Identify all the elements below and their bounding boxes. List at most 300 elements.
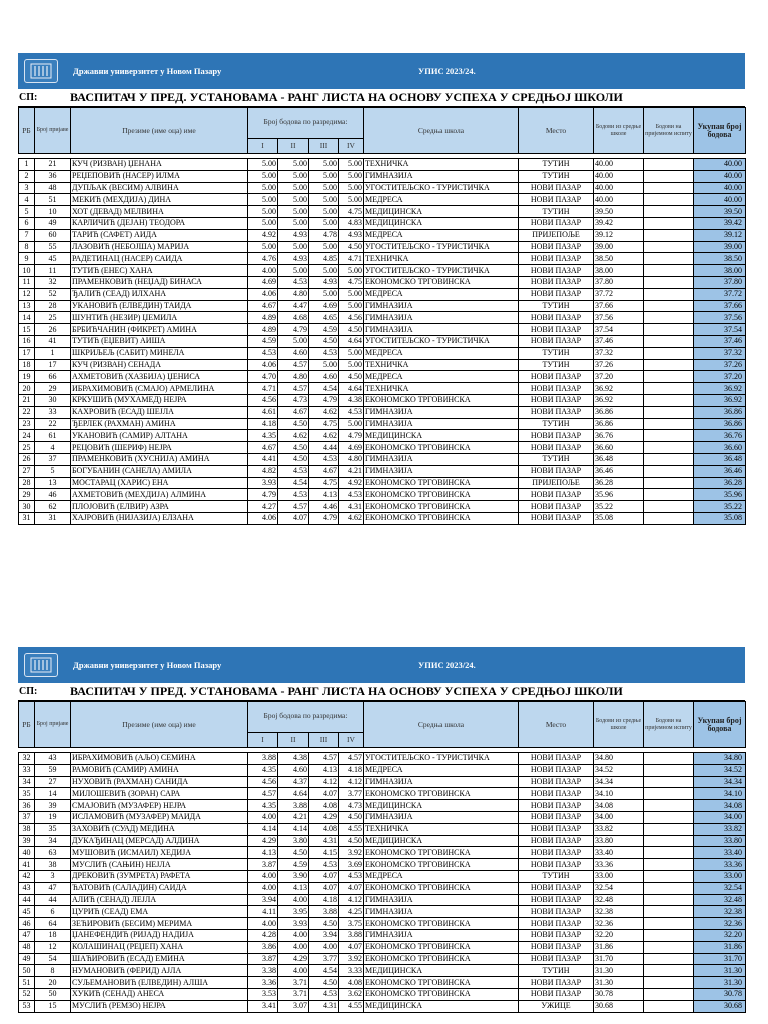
cell-grade-4: 3.77 bbox=[339, 788, 364, 800]
cell-name: ШКРИЉЕЉ (САБИТ) МИНЕЛА bbox=[71, 347, 248, 359]
cell-exam-points bbox=[644, 941, 694, 953]
cell-school: ГИМНАЗИЈА bbox=[364, 418, 519, 430]
table-row bbox=[19, 788, 746, 800]
cell-school: ГИМНАЗИЈА bbox=[364, 300, 519, 312]
cell-rank: 45 bbox=[19, 906, 35, 918]
cell-place: НОВИ ПАЗАР bbox=[519, 929, 594, 941]
cell-grade-2: 4.62 bbox=[278, 430, 309, 442]
cell-name: МУСЛИЋ (РЕМЗО) НЕЈРА bbox=[71, 1000, 248, 1012]
cell-grade-3: 5.00 bbox=[309, 288, 339, 300]
cell-grade-1: 3.41 bbox=[248, 1000, 278, 1012]
cell-grade-1: 4.56 bbox=[248, 776, 278, 788]
table-row bbox=[19, 288, 746, 300]
cell-place: НОВИ ПАЗАР bbox=[519, 764, 594, 776]
cell-total: 40.00 bbox=[694, 194, 746, 206]
cell-app-no: 34 bbox=[35, 835, 71, 847]
cell-grade-4: 4.53 bbox=[339, 406, 364, 418]
cell-rank: 24 bbox=[19, 430, 35, 442]
cell-grade-1: 4.00 bbox=[248, 882, 278, 894]
cell-grade-4: 4.57 bbox=[339, 753, 364, 765]
cell-grade-1: 5.00 bbox=[248, 194, 278, 206]
cell-exam-points bbox=[644, 371, 694, 383]
cell-grade-2: 4.53 bbox=[278, 489, 309, 501]
col-hs-points: Бодови из средње школе bbox=[594, 108, 644, 154]
cell-grade-3: 4.67 bbox=[309, 465, 339, 477]
cell-place: НОВИ ПАЗАР bbox=[519, 776, 594, 788]
enrollment-year: УПИС 2023/24. bbox=[418, 66, 476, 76]
cell-app-no: 31 bbox=[35, 512, 71, 524]
cell-school: УГОСТИТЕЉСКО - ТУРИСТИЧКА bbox=[364, 335, 519, 347]
cell-grade-3: 5.00 bbox=[309, 265, 339, 277]
cell-grade-2: 4.53 bbox=[278, 465, 309, 477]
cell-app-no: 36 bbox=[35, 170, 71, 182]
cell-grade-2: 3.80 bbox=[278, 835, 309, 847]
cell-exam-points bbox=[644, 217, 694, 229]
cell-exam-points bbox=[644, 800, 694, 812]
cell-grade-2: 4.00 bbox=[278, 965, 309, 977]
cell-name: ШАЋИРОВИЋ (ЕСАД) ЕМИНА bbox=[71, 953, 248, 965]
cell-place: НОВИ ПАЗАР bbox=[519, 406, 594, 418]
cell-hs-points: 37.80 bbox=[594, 276, 644, 288]
table-row bbox=[19, 194, 746, 206]
header-banner bbox=[18, 53, 745, 89]
cell-app-no: 6 bbox=[35, 906, 71, 918]
cell-hs-points: 36.48 bbox=[594, 453, 644, 465]
cell-total: 33.80 bbox=[694, 835, 746, 847]
cell-place: ТУТИН bbox=[519, 453, 594, 465]
cell-total: 38.50 bbox=[694, 253, 746, 265]
cell-hs-points: 37.46 bbox=[594, 335, 644, 347]
ranking-table bbox=[18, 701, 746, 1013]
cell-rank: 28 bbox=[19, 477, 35, 489]
cell-grade-4: 4.50 bbox=[339, 241, 364, 253]
table-row bbox=[19, 442, 746, 454]
cell-grade-1: 3.86 bbox=[248, 941, 278, 953]
cell-grade-2: 4.93 bbox=[278, 253, 309, 265]
cell-place: НОВИ ПАЗАР bbox=[519, 753, 594, 765]
cell-hs-points: 36.92 bbox=[594, 383, 644, 395]
cell-name: ХОТ (ДЕВАД) МЕЛВИНА bbox=[71, 206, 248, 218]
cell-rank: 29 bbox=[19, 489, 35, 501]
cell-place: ТУТИН bbox=[519, 170, 594, 182]
cell-school: ЕКОНОМСКО ТРГОВИНСКА bbox=[364, 847, 519, 859]
cell-exam-points bbox=[644, 929, 694, 941]
cell-grade-4: 4.80 bbox=[339, 453, 364, 465]
cell-name: ПРАМЕНКОВИЋ (НЕЏАД) БИНАСА bbox=[71, 276, 248, 288]
table-row bbox=[19, 383, 746, 395]
cell-hs-points: 38.50 bbox=[594, 253, 644, 265]
cell-hs-points: 34.80 bbox=[594, 753, 644, 765]
cell-grade-4: 3.88 bbox=[339, 929, 364, 941]
cell-school: ГИМНАЗИЈА bbox=[364, 894, 519, 906]
cell-grade-2: 4.29 bbox=[278, 953, 309, 965]
page-title: ВАСПИТАЧ У ПРЕД. УСТАНОВАМА - РАНГ ЛИСТА НА ОСНОВУ УСПЕХА У СРЕДЊОЈ ШКОЛИ bbox=[70, 90, 623, 104]
cell-grade-4: 3.33 bbox=[339, 965, 364, 977]
cell-rank: 4 bbox=[19, 194, 35, 206]
cell-app-no: 30 bbox=[35, 394, 71, 406]
cell-exam-points bbox=[644, 194, 694, 206]
cell-grade-4: 4.73 bbox=[339, 800, 364, 812]
cell-place: НОВИ ПАЗАР bbox=[519, 918, 594, 930]
cell-grade-2: 4.50 bbox=[278, 847, 309, 859]
cell-total: 36.48 bbox=[694, 453, 746, 465]
cell-grade-4: 4.55 bbox=[339, 823, 364, 835]
cell-grade-1: 5.00 bbox=[248, 182, 278, 194]
cell-grade-4: 5.00 bbox=[339, 159, 364, 171]
cell-grade-1: 4.06 bbox=[248, 288, 278, 300]
table-row bbox=[19, 894, 746, 906]
cell-name: ЂЕРЛЕК (РАХМАН) АМИНА bbox=[71, 418, 248, 430]
cell-app-no: 18 bbox=[35, 929, 71, 941]
cell-name: БОГУБАНИН (САНЕЛА) АМИЛА bbox=[71, 465, 248, 477]
cell-name: ИБРАХИМОВИЋ (СМАЈО) АРМЕЛИНА bbox=[71, 383, 248, 395]
cell-grade-4: 4.79 bbox=[339, 430, 364, 442]
cell-school: МЕДРЕСА bbox=[364, 764, 519, 776]
cell-hs-points: 34.10 bbox=[594, 788, 644, 800]
cell-total: 32.48 bbox=[694, 894, 746, 906]
cell-grade-3: 4.18 bbox=[309, 894, 339, 906]
cell-school: ГИМНАЗИЈА bbox=[364, 312, 519, 324]
cell-grade-4: 4.83 bbox=[339, 217, 364, 229]
cell-grade-2: 4.14 bbox=[278, 823, 309, 835]
cell-place: НОВИ ПАЗАР bbox=[519, 941, 594, 953]
cell-school: ГИМНАЗИЈА bbox=[364, 811, 519, 823]
cell-total: 31.30 bbox=[694, 965, 746, 977]
cell-name: ИБРАХИМОВИЋ (АЉО) СЕМИНА bbox=[71, 753, 248, 765]
cell-grade-3: 4.07 bbox=[309, 788, 339, 800]
cell-app-no: 20 bbox=[35, 977, 71, 989]
cell-name: РЕЏЕПОВИЋ (НАСЕР) ИЛМА bbox=[71, 170, 248, 182]
cell-name: ЛАЗОВИЋ (НЕБОЈША) МАРИЈА bbox=[71, 241, 248, 253]
table-row bbox=[19, 977, 746, 989]
cell-grade-1: 4.29 bbox=[248, 835, 278, 847]
cell-grade-2: 3.95 bbox=[278, 906, 309, 918]
cell-rank: 14 bbox=[19, 312, 35, 324]
cell-grade-4: 5.00 bbox=[339, 182, 364, 194]
cell-exam-points bbox=[644, 776, 694, 788]
cell-school: ЕКОНОМСКО ТРГОВИНСКА bbox=[364, 501, 519, 513]
cell-grade-2: 5.00 bbox=[278, 206, 309, 218]
cell-grade-2: 4.57 bbox=[278, 383, 309, 395]
cell-total: 31.30 bbox=[694, 977, 746, 989]
cell-grade-1: 4.11 bbox=[248, 906, 278, 918]
cell-grade-4: 4.25 bbox=[339, 906, 364, 918]
cell-grade-1: 3.87 bbox=[248, 859, 278, 871]
cell-grade-3: 4.85 bbox=[309, 253, 339, 265]
col-grade-points: Број бодова по разредима: bbox=[248, 108, 364, 139]
cell-rank: 40 bbox=[19, 847, 35, 859]
cell-school: ЕКОНОМСКО ТРГОВИНСКА bbox=[364, 512, 519, 524]
cell-rank: 53 bbox=[19, 1000, 35, 1012]
cell-grade-2: 5.00 bbox=[278, 159, 309, 171]
cell-school: ГИМНАЗИЈА bbox=[364, 929, 519, 941]
cell-school: ЕКОНОМСКО ТРГОВИНСКА bbox=[364, 918, 519, 930]
cell-grade-2: 4.07 bbox=[278, 512, 309, 524]
cell-name: МЕКИЋ (МЕХДИЈА) ДИНА bbox=[71, 194, 248, 206]
cell-app-no: 1 bbox=[35, 347, 71, 359]
cell-exam-points bbox=[644, 977, 694, 989]
cell-grade-2: 4.50 bbox=[278, 418, 309, 430]
cell-grade-2: 5.00 bbox=[278, 170, 309, 182]
cell-school: ГИМНАЗИЈА bbox=[364, 906, 519, 918]
table-row bbox=[19, 965, 746, 977]
cell-total: 37.66 bbox=[694, 300, 746, 312]
cell-grade-2: 3.71 bbox=[278, 988, 309, 1000]
cell-total: 36.46 bbox=[694, 465, 746, 477]
cell-place: НОВИ ПАЗАР bbox=[519, 217, 594, 229]
cell-place: НОВИ ПАЗАР bbox=[519, 312, 594, 324]
cell-grade-1: 4.35 bbox=[248, 430, 278, 442]
cell-app-no: 13 bbox=[35, 477, 71, 489]
cell-name: ПЛОЈОВИЋ (ЕЛВИР) АЗРА bbox=[71, 501, 248, 513]
cell-place: НОВИ ПАЗАР bbox=[519, 430, 594, 442]
cell-rank: 42 bbox=[19, 870, 35, 882]
cell-grade-3: 4.54 bbox=[309, 965, 339, 977]
cell-grade-3: 4.93 bbox=[309, 276, 339, 288]
cell-hs-points: 31.30 bbox=[594, 977, 644, 989]
cell-grade-1: 5.00 bbox=[248, 170, 278, 182]
cell-hs-points: 37.32 bbox=[594, 347, 644, 359]
cell-grade-1: 5.00 bbox=[248, 206, 278, 218]
cell-exam-points bbox=[644, 159, 694, 171]
cell-place: НОВИ ПАЗАР bbox=[519, 788, 594, 800]
cell-school: МЕДИЦИНСКА bbox=[364, 800, 519, 812]
cell-total: 33.40 bbox=[694, 847, 746, 859]
cell-app-no: 29 bbox=[35, 383, 71, 395]
cell-grade-2: 4.50 bbox=[278, 453, 309, 465]
cell-total: 35.96 bbox=[694, 489, 746, 501]
cell-exam-points bbox=[644, 170, 694, 182]
col-grade-2: II bbox=[278, 733, 309, 748]
cell-name: ЗЕЋИРОВИЋ (БЕСИМ) МЕРИМА bbox=[71, 918, 248, 930]
cell-total: 37.80 bbox=[694, 276, 746, 288]
cell-grade-3: 5.00 bbox=[309, 170, 339, 182]
cell-grade-2: 4.59 bbox=[278, 859, 309, 871]
cell-total: 39.42 bbox=[694, 217, 746, 229]
cell-rank: 17 bbox=[19, 347, 35, 359]
cell-place: НОВИ ПАЗАР bbox=[519, 835, 594, 847]
cell-hs-points: 36.86 bbox=[594, 406, 644, 418]
cell-app-no: 32 bbox=[35, 276, 71, 288]
cell-place: НОВИ ПАЗАР bbox=[519, 859, 594, 871]
cell-school: ЕКОНОМСКО ТРГОВИНСКА bbox=[364, 977, 519, 989]
cell-rank: 3 bbox=[19, 182, 35, 194]
cell-school: ГИМНАЗИЈА bbox=[364, 465, 519, 477]
cell-name: НУХОВИЋ (РАХМАН) САНИДА bbox=[71, 776, 248, 788]
cell-grade-1: 4.59 bbox=[248, 335, 278, 347]
cell-grade-3: 4.53 bbox=[309, 859, 339, 871]
cell-name: КАРЛИЧИЋ (ДЕЈАН) ТЕОДОРА bbox=[71, 217, 248, 229]
cell-grade-1: 3.94 bbox=[248, 894, 278, 906]
cell-rank: 7 bbox=[19, 229, 35, 241]
cell-place: ТУТИН bbox=[519, 965, 594, 977]
cell-grade-2: 4.21 bbox=[278, 811, 309, 823]
col-app-no: Број пријаве bbox=[35, 702, 71, 748]
cell-grade-3: 5.00 bbox=[309, 182, 339, 194]
cell-grade-2: 4.13 bbox=[278, 882, 309, 894]
cell-grade-1: 4.28 bbox=[248, 929, 278, 941]
cell-hs-points: 32.36 bbox=[594, 918, 644, 930]
cell-grade-2: 5.00 bbox=[278, 241, 309, 253]
cell-exam-points bbox=[644, 489, 694, 501]
cell-grade-3: 4.62 bbox=[309, 430, 339, 442]
col-grade-points: Број бодова по разредима: bbox=[248, 702, 364, 733]
table-row bbox=[19, 753, 746, 765]
cell-hs-points: 33.40 bbox=[594, 847, 644, 859]
cell-place: НОВИ ПАЗАР bbox=[519, 489, 594, 501]
cell-school: ЕКОНОМСКО ТРГОВИНСКА bbox=[364, 788, 519, 800]
cell-grade-4: 3.69 bbox=[339, 859, 364, 871]
cell-school: МЕДИЦИНСКА bbox=[364, 835, 519, 847]
cell-exam-points bbox=[644, 465, 694, 477]
col-grade-3: III bbox=[309, 733, 339, 748]
cell-total: 34.10 bbox=[694, 788, 746, 800]
col-place: Место bbox=[519, 108, 594, 154]
cell-name: ЦУРИЋ (СЕАД) ЕМА bbox=[71, 906, 248, 918]
cell-grade-2: 4.00 bbox=[278, 929, 309, 941]
cell-exam-points bbox=[644, 835, 694, 847]
cell-hs-points: 37.26 bbox=[594, 359, 644, 371]
cell-total: 32.38 bbox=[694, 906, 746, 918]
cell-grade-3: 4.60 bbox=[309, 371, 339, 383]
cell-grade-1: 4.92 bbox=[248, 229, 278, 241]
table-row bbox=[19, 847, 746, 859]
cell-app-no: 63 bbox=[35, 847, 71, 859]
cell-rank: 19 bbox=[19, 371, 35, 383]
cell-app-no: 11 bbox=[35, 265, 71, 277]
cell-school: ЕКОНОМСКО ТРГОВИНСКА bbox=[364, 953, 519, 965]
cell-exam-points bbox=[644, 894, 694, 906]
cell-exam-points bbox=[644, 788, 694, 800]
cell-grade-3: 4.75 bbox=[309, 477, 339, 489]
cell-app-no: 60 bbox=[35, 229, 71, 241]
cell-grade-1: 4.71 bbox=[248, 383, 278, 395]
cell-exam-points bbox=[644, 501, 694, 513]
table-row bbox=[19, 465, 746, 477]
cell-hs-points: 37.72 bbox=[594, 288, 644, 300]
cell-rank: 1 bbox=[19, 159, 35, 171]
cell-school: ТЕХНИЧКА bbox=[364, 823, 519, 835]
cell-app-no: 48 bbox=[35, 182, 71, 194]
cell-grade-1: 4.18 bbox=[248, 418, 278, 430]
table-row bbox=[19, 776, 746, 788]
cell-name: ТУТИЋ (ЕЏЕВИТ) АИША bbox=[71, 335, 248, 347]
cell-grade-1: 4.89 bbox=[248, 312, 278, 324]
cell-grade-4: 4.21 bbox=[339, 465, 364, 477]
cell-app-no: 12 bbox=[35, 941, 71, 953]
cell-total: 33.00 bbox=[694, 870, 746, 882]
cell-app-no: 61 bbox=[35, 430, 71, 442]
cell-rank: 26 bbox=[19, 453, 35, 465]
cell-app-no: 35 bbox=[35, 823, 71, 835]
cell-name: ТУТИЋ (ЕНЕС) ХАНА bbox=[71, 265, 248, 277]
cell-app-no: 19 bbox=[35, 811, 71, 823]
cell-grade-2: 4.68 bbox=[278, 312, 309, 324]
cell-app-no: 22 bbox=[35, 418, 71, 430]
cell-hs-points: 39.50 bbox=[594, 206, 644, 218]
cell-app-no: 8 bbox=[35, 965, 71, 977]
cell-grade-4: 4.50 bbox=[339, 371, 364, 383]
cell-rank: 43 bbox=[19, 882, 35, 894]
table-row bbox=[19, 512, 746, 524]
col-name: Презиме (име оца) име bbox=[71, 702, 248, 748]
cell-school: МЕДРЕСА bbox=[364, 347, 519, 359]
cell-hs-points: 35.22 bbox=[594, 501, 644, 513]
table-row bbox=[19, 359, 746, 371]
cell-hs-points: 37.54 bbox=[594, 324, 644, 336]
cell-hs-points: 37.56 bbox=[594, 312, 644, 324]
cell-app-no: 64 bbox=[35, 918, 71, 930]
cell-rank: 21 bbox=[19, 394, 35, 406]
cell-grade-3: 5.00 bbox=[309, 241, 339, 253]
table-row bbox=[19, 418, 746, 430]
cell-app-no: 62 bbox=[35, 501, 71, 513]
cell-grade-1: 4.76 bbox=[248, 253, 278, 265]
cell-grade-4: 3.92 bbox=[339, 847, 364, 859]
cell-place: НОВИ ПАЗАР bbox=[519, 906, 594, 918]
cell-app-no: 44 bbox=[35, 894, 71, 906]
col-grade-1: I bbox=[248, 139, 278, 154]
cell-grade-2: 4.79 bbox=[278, 324, 309, 336]
cell-total: 37.46 bbox=[694, 335, 746, 347]
cell-hs-points: 32.20 bbox=[594, 929, 644, 941]
cell-place: НОВИ ПАЗАР bbox=[519, 265, 594, 277]
cell-grade-1: 5.00 bbox=[248, 159, 278, 171]
cell-app-no: 14 bbox=[35, 788, 71, 800]
cell-place: НОВИ ПАЗАР bbox=[519, 276, 594, 288]
table-row bbox=[19, 276, 746, 288]
table-row bbox=[19, 489, 746, 501]
cell-grade-3: 4.69 bbox=[309, 300, 339, 312]
cell-hs-points: 37.20 bbox=[594, 371, 644, 383]
cell-rank: 44 bbox=[19, 894, 35, 906]
cell-hs-points: 32.48 bbox=[594, 894, 644, 906]
cell-grade-3: 4.75 bbox=[309, 418, 339, 430]
cell-name: НУМАНОВИЋ (ФЕРИД) АЈЛА bbox=[71, 965, 248, 977]
cell-rank: 34 bbox=[19, 776, 35, 788]
cell-school: ТЕХНИЧКА bbox=[364, 383, 519, 395]
cell-hs-points: 31.70 bbox=[594, 953, 644, 965]
cell-exam-points bbox=[644, 859, 694, 871]
cell-total: 39.50 bbox=[694, 206, 746, 218]
cell-place: НОВИ ПАЗАР bbox=[519, 882, 594, 894]
cell-app-no: 52 bbox=[35, 288, 71, 300]
cell-grade-4: 4.07 bbox=[339, 941, 364, 953]
cell-place: ТУТИН bbox=[519, 206, 594, 218]
cell-grade-2: 3.71 bbox=[278, 977, 309, 989]
ranking-table bbox=[18, 107, 746, 525]
col-grade-2: II bbox=[278, 139, 309, 154]
cell-total: 40.00 bbox=[694, 182, 746, 194]
cell-grade-4: 4.31 bbox=[339, 501, 364, 513]
cell-rank: 38 bbox=[19, 823, 35, 835]
cell-rank: 13 bbox=[19, 300, 35, 312]
cell-hs-points: 38.00 bbox=[594, 265, 644, 277]
cell-grade-3: 5.00 bbox=[309, 359, 339, 371]
cell-hs-points: 33.80 bbox=[594, 835, 644, 847]
table-row bbox=[19, 394, 746, 406]
cell-hs-points: 35.08 bbox=[594, 512, 644, 524]
cell-grade-3: 4.46 bbox=[309, 501, 339, 513]
cell-name: ХАЈРОВИЋ (НИЈАЗИЈА) ЕЛЗАНА bbox=[71, 512, 248, 524]
cell-total: 37.72 bbox=[694, 288, 746, 300]
table-row bbox=[19, 312, 746, 324]
cell-total: 32.36 bbox=[694, 918, 746, 930]
cell-school: ГИМНАЗИЈА bbox=[364, 776, 519, 788]
cell-grade-3: 3.88 bbox=[309, 906, 339, 918]
sp-label: СП: bbox=[19, 92, 38, 103]
cell-grade-2: 4.57 bbox=[278, 501, 309, 513]
